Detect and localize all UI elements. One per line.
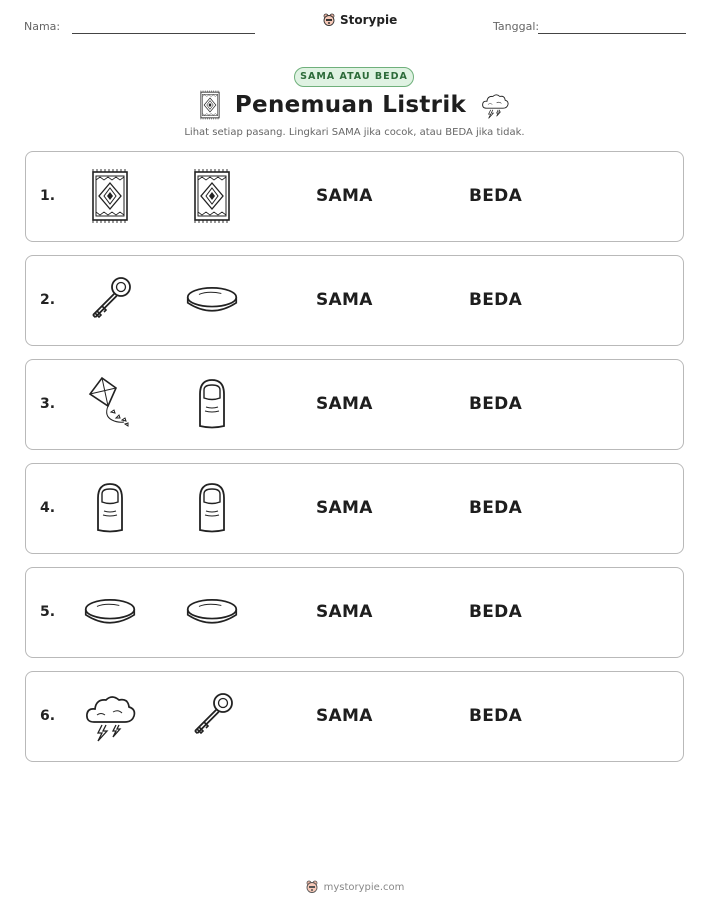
thumb-icon (78, 478, 142, 538)
question-number: 1. (40, 188, 56, 204)
storypie-mascot-icon (322, 13, 336, 27)
different-option[interactable]: BEDA (469, 498, 523, 518)
question-row (25, 671, 684, 762)
thumb-icon (180, 478, 244, 538)
name-line[interactable] (72, 33, 255, 34)
question-number: 3. (40, 396, 56, 412)
key-icon (180, 686, 244, 746)
key-icon (78, 270, 142, 330)
same-option[interactable]: SAMA (316, 186, 373, 206)
date-line[interactable] (538, 33, 686, 34)
same-option[interactable]: SAMA (316, 394, 373, 414)
brand (322, 13, 397, 27)
instructions: Lihat setiap pasang. Lingkari SAMA jika cocok, atau BEDA jika tidak. (184, 127, 525, 138)
title-row (0, 90, 709, 120)
same-option[interactable]: SAMA (316, 498, 373, 518)
question-row (25, 151, 684, 242)
activity-badge: SAMA ATAU BEDA (294, 67, 414, 87)
different-option[interactable]: BEDA (469, 394, 523, 414)
storm-cloud-icon (480, 90, 510, 120)
question-row (25, 255, 684, 346)
different-option[interactable]: BEDA (469, 602, 523, 622)
different-option[interactable]: BEDA (469, 290, 523, 310)
question-row (25, 359, 684, 450)
rug-icon (78, 166, 142, 226)
storypie-mascot-icon (305, 880, 319, 894)
different-option[interactable]: BEDA (469, 186, 523, 206)
soap-icon (180, 270, 244, 330)
page-title: Penemuan Listrik (234, 92, 467, 118)
question-row (25, 463, 684, 554)
brand-name: Storypie (340, 13, 398, 27)
question-number: 2. (40, 292, 56, 308)
question-number: 4. (40, 500, 56, 516)
date-label: Tanggal: (493, 20, 540, 33)
rug-icon (199, 90, 221, 120)
same-option[interactable]: SAMA (316, 706, 373, 726)
rug-icon (180, 166, 244, 226)
footer (0, 880, 709, 894)
thumb-icon (180, 374, 244, 434)
soap-icon (78, 582, 142, 642)
kite-icon (78, 374, 142, 434)
different-option[interactable]: BEDA (469, 706, 523, 726)
soap-icon (180, 582, 244, 642)
storm-cloud-icon (78, 686, 142, 746)
name-label: Nama: (24, 20, 61, 33)
footer-url[interactable]: mystorypie.com (323, 881, 405, 893)
same-option[interactable]: SAMA (316, 602, 373, 622)
same-option[interactable]: SAMA (316, 290, 373, 310)
question-number: 6. (40, 708, 56, 724)
question-row (25, 567, 684, 658)
question-number: 5. (40, 604, 56, 620)
